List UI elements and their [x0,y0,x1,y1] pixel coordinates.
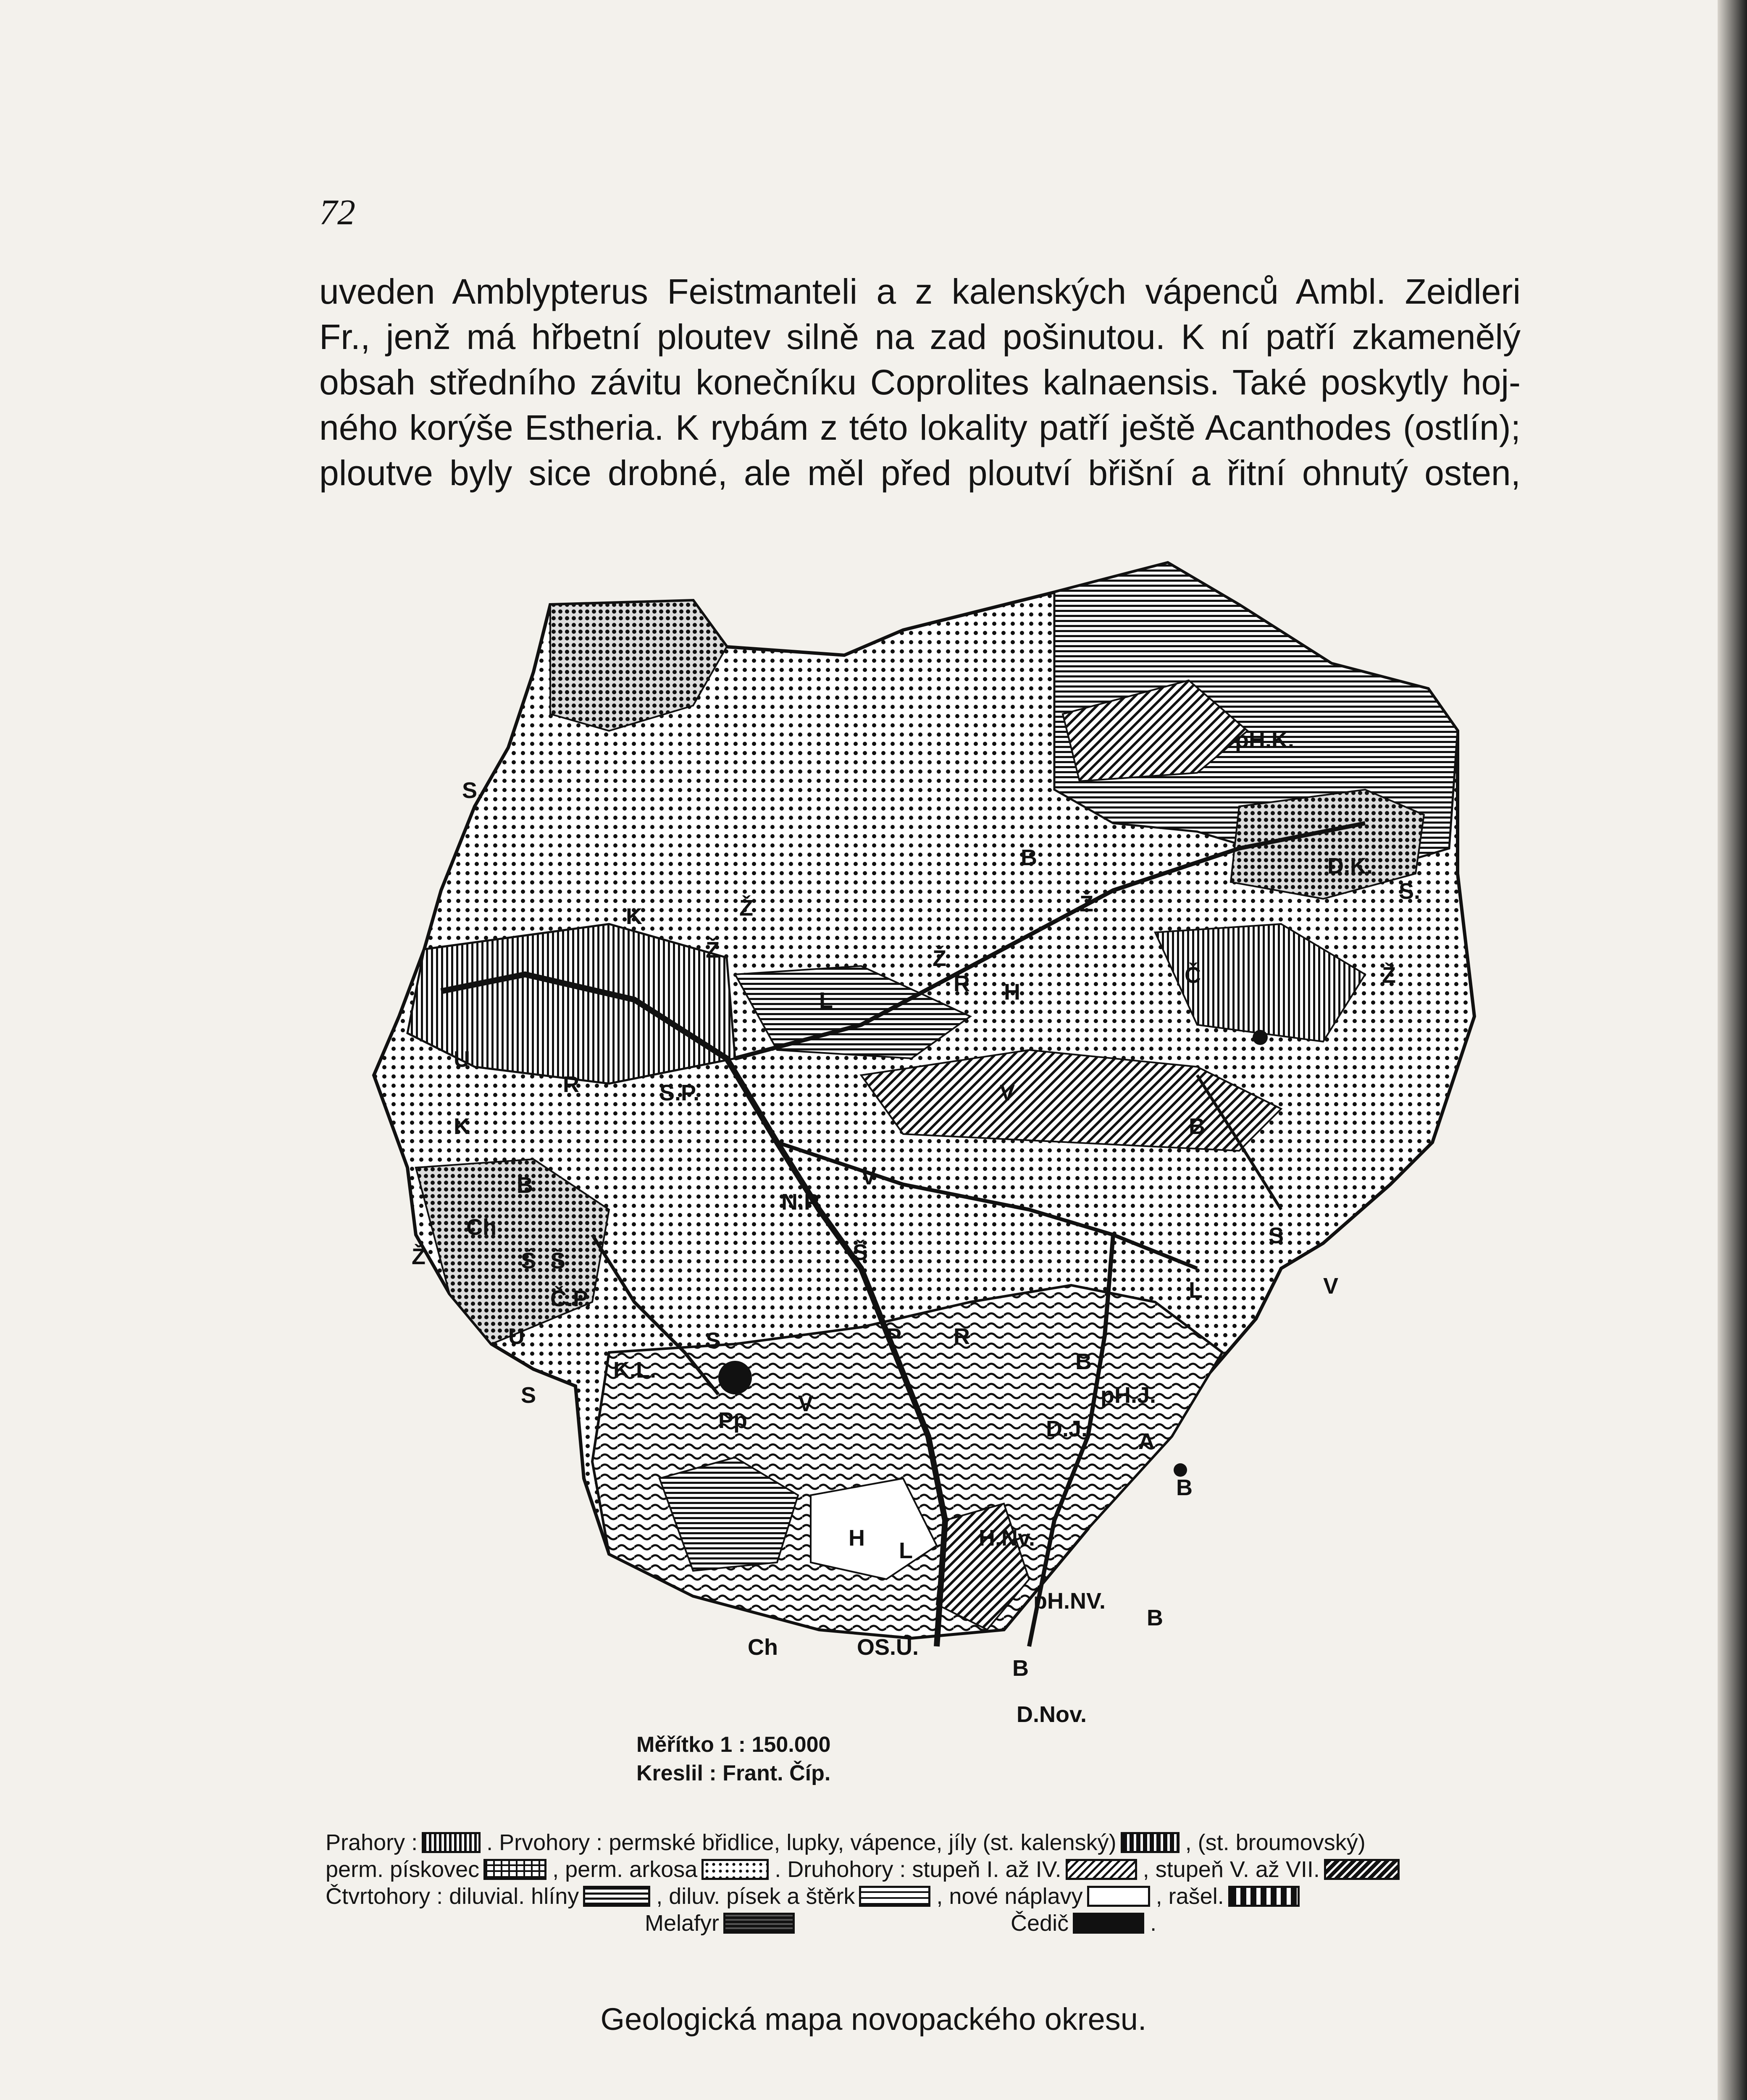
map-label: L [1189,1278,1203,1303]
figure-caption: Geologická mapa novopackého okresu. [600,2002,1147,2037]
legend-row [326,1829,1502,1856]
legend-text: . Druhohory : stupeň I. až IV. [775,1857,1061,1882]
map-label: D.Nov. [1017,1702,1087,1727]
legend-row [326,1883,1502,1910]
map-label: U [508,1324,525,1349]
map-label: V [1000,1080,1015,1105]
page-number: 72 [319,192,355,232]
map-label: V [798,1391,814,1416]
legend-row [326,1856,1502,1883]
legend-text: , stupeň V. až VII. [1143,1857,1320,1882]
map-label: Pp [718,1408,748,1433]
map-label: Ch [748,1635,778,1660]
map-label: S.P. [659,1080,700,1105]
legend-swatch [422,1832,481,1853]
legend-text: , (st. broumovský) [1185,1830,1366,1855]
map-label: N.P. [781,1189,823,1215]
map-label: K [626,904,642,929]
map-label: S [1269,1223,1284,1248]
legend-text: Čtvrtohory : diluvial. hlíny [326,1884,579,1909]
body-line: ploutve byly sice drobné, ale měl před ploutví břišní a řitní ohnutý osten, [319,453,1521,493]
legend-text: Čedič [1011,1911,1069,1936]
legend-swatch [1324,1859,1400,1880]
map-label: D.K. [1327,853,1373,879]
legend-swatch [1228,1886,1300,1907]
map-label: B [1189,1114,1205,1139]
map-label: S [706,1328,721,1353]
geological-map [315,554,1525,1806]
map-label: K.L. [613,1357,656,1383]
legend-swatch [583,1886,650,1907]
legend-swatch [859,1886,930,1907]
body-line: obsah středního závitu konečníku Coprolites kalnaensis. Také poskytly hoj- [319,362,1521,402]
map-label: pH.J. [1101,1383,1156,1408]
map-scale: Měřítko 1 : 150.000 [636,1732,831,1757]
body-text [319,269,1521,496]
legend-swatch [1066,1859,1137,1880]
map-label: B [1021,845,1037,870]
map-label: Ž [739,895,753,921]
page-edge-shadow [1718,0,1747,2100]
legend-swatch [701,1859,769,1880]
map-label: V [861,1164,877,1189]
map-label: V [1323,1273,1339,1299]
map-label: Ž [1382,963,1396,988]
map-scale-note [636,1730,830,1788]
map-label: pH.NV. [1033,1588,1106,1614]
map-label: S. [1399,879,1421,904]
legend-swatch [1087,1886,1150,1907]
legend-text: , rašel. [1156,1884,1224,1909]
map-label: H [849,1525,865,1551]
map-label: B [1012,1656,1029,1681]
map-label: B [1075,1349,1092,1374]
map-label: Ž [1080,891,1093,916]
body-line: ného korýše Estheria. K rybám z této lokality patří ještě Acanthodes (ostlín); [319,408,1521,447]
legend-text: Melafyr [645,1911,720,1936]
legend-swatch [1121,1832,1180,1853]
legend-row [326,1910,1502,1937]
map-label: B [1147,1605,1163,1630]
legend-text: , nové náplavy [936,1884,1083,1909]
map-label: Ch [466,1215,497,1240]
legend-text: . Prvohory : permské břidlice, lupky, vápence, jíly (st. kalenský) [486,1830,1117,1855]
map-label: Š [521,1248,536,1273]
map-label: U [454,1047,470,1072]
map-label: K [454,1114,470,1139]
map-label: A [1138,1429,1155,1454]
legend-swatch [1073,1913,1144,1934]
map-label: Ž [706,937,720,963]
map-label: L [819,988,833,1013]
map-label: L [899,1538,913,1563]
map-label: Č.P. [550,1286,592,1311]
body-line: Fr., jenž má hřbetní ploutev silně na zad pošinutou. K ní patří zkamenělý [319,317,1521,357]
legend-text: perm. pískovec [326,1857,480,1882]
map-label: R [954,971,970,996]
legend-swatch [483,1859,546,1880]
map-label: Ž [412,1244,426,1269]
map-label: B [517,1173,533,1198]
map-label: H.Nv. [979,1525,1035,1551]
map-label: Š [853,1240,868,1265]
map-label: Ž [933,946,946,971]
map-label: B [1176,1475,1193,1500]
map-label: Š [550,1248,566,1273]
legend-text: , perm. arkosa [552,1857,698,1882]
map-label: OS.Ú. [857,1635,919,1660]
map-legend [326,1829,1502,1937]
map-label: R [954,1324,970,1349]
map-label: R [563,1072,579,1097]
legend-text: Prahory : [326,1830,418,1855]
map-label: P [886,1324,902,1349]
legend-text: . [1150,1911,1157,1936]
legend-swatch [723,1913,795,1934]
map-label: S. [462,778,484,803]
map-label: H [1004,979,1020,1005]
map-label: D.J. [1046,1416,1088,1441]
map-author: Kreslil : Frant. Číp. [636,1761,831,1785]
map-label: Č [1185,963,1201,988]
body-line: uveden Amblypterus Feistmanteli a z kalenských vápenců Ambl. Zeidleri [319,272,1521,311]
map-label: pH.K. [1235,727,1294,753]
map-label: S [521,1383,536,1408]
legend-text: , diluv. písek a štěrk [656,1884,855,1909]
